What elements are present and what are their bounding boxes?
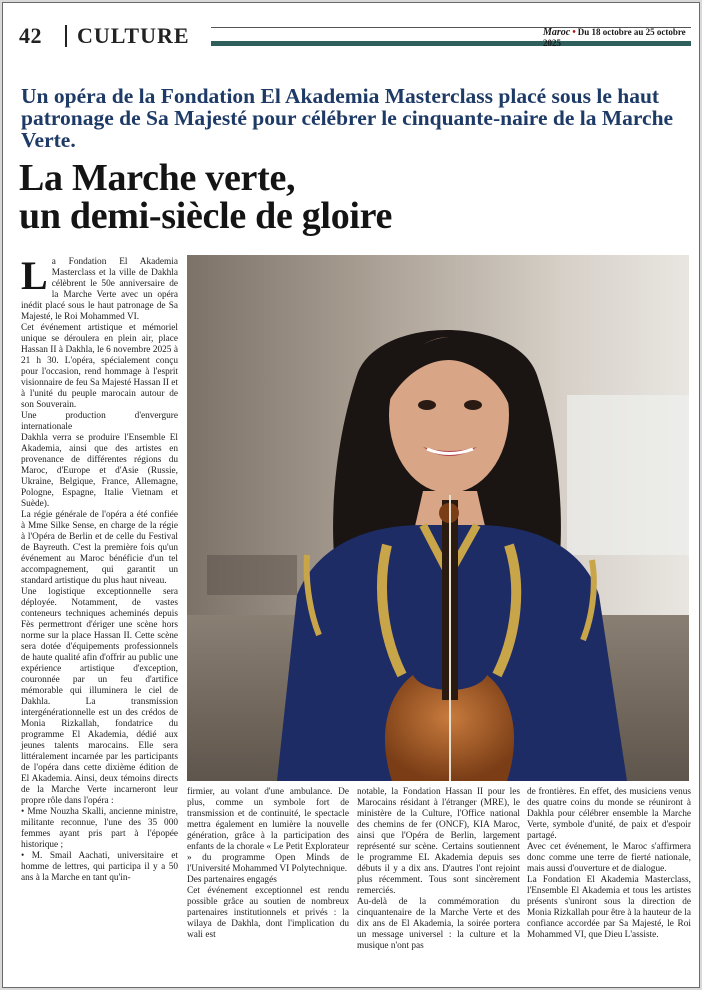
paragraph: a Fondation El Akademia Masterclass et la ville de Dakhla célèbrent le 50e anniversaire de la Marche Verte avec un opéra inédit placé sous le haut patronage de Sa Majesté, le Roi Mohammed VI. [21,257,178,322]
paragraph: de frontières. En effet, des musiciens venus des quatre coins du monde se réuniront à Dakhla pour célébrer ensemble la Marche Verte, symbole d'unité, de paix et d'espoir partagé. [527,787,691,841]
article-column-4 [527,787,691,941]
article-column-3 [357,787,520,952]
paragraph: Dakhla verra se produire l'Ensemble El Akademia, ainsi que des artistes en provenance de différentes régions du Maroc, d'Europe et d'Asie (Russie, Ukraine, Belgique, France, Allemagne, Pologne, Espagne, Italie Vietnam et Suède). [21,433,178,509]
violinist-photo [187,255,689,781]
dropcap: L [21,253,48,298]
bullet-item: • M. Smail Aachati, universitaire et homme de lettres, qui participa il y a 50 ans à la Marche en tant qu'in- [21,851,178,883]
subheading: Des partenaires engagés [187,875,277,885]
masthead: Maroc • Du 18 octobre au 25 octobre 2025 [543,27,686,48]
paragraph: Une logistique exceptionnelle sera déployée. Notamment, de vastes conteneurs techniques acheminés depuis Fès permettront d'ériger une scène hors norme sur la place Hassan II. Cette scène sera dotée d'équipements professionnels de haute qualité afin d'offrir au public une expérience artistique d'exception, couronnée par un feu d'artifice mémorable qui illuminera le ciel de Dakhla. La transmission intergénérationnelle est un des crédos de Monia Rizkallah, fondatrice du programme El Akademia, dédié aux jeunes talents marocains. Elle sera littéralement incarnée par les participants de l'opéra dans cette dixième édition de El Akademia. Ainsi, deux témoins directs de la Marche Verte incarneront leur propre rôle dans l'opéra : [21,587,178,806]
section-title: CULTURE [77,23,190,48]
paragraph: firmier, au volant d'une ambulance. De plus, comme un symbole fort de transmission et de continuité, le spectacle mettra également en lumière la nouvelle génération, grâce à la participation des enfants de la chorale « Le Petit Explorateur » du programme Open Minds de l'Université Mohammed VI Polytechnique. [187,787,349,874]
newspaper-page [2,2,700,988]
headline-line-1: La Marche verte, [19,157,296,199]
issue-date: Du 18 octobre au 25 octobre 2025 [543,27,686,48]
article-headline [19,159,689,235]
paragraph: La Fondation El Akademia Masterclass, l'Ensemble El Akademia et tous les artistes présents s'uniront sous la direction de Monia Rizkallah pour être à la hauteur de la confiance accordée par Sa Majesté, le Roi Mohammed VI, que Dieu L'assiste. [527,875,691,940]
paragraph: notable, la Fondation Hassan II pour les Marocains résidant à l'étranger (MRE), le ministère de la Culture, l'Office national des chemins de fer (ONCF), KIA Maroc, ainsi que l'Opéra de Berlin, largement représenté sur scène. Certains soutiennent le programme EL Akademia depuis ses débuts il y a dix ans. D'autres l'ont rejoint plus récemment. Tous sont sincèrement remerciés. [357,787,520,896]
paragraph: La régie générale de l'opéra a été confiée à Mme Silke Sense, en charge de la régie à l'Opéra de Berlin et de celle du Festival de Bayreuth. C'est la première fois qu'un événement au Maroc bénéficie d'un tel accompagnement, qui garantit un standard artistique du plus haut niveau. [21,510,178,586]
page-header [15,23,691,49]
paragraph: Au-delà de la commémoration du cinquantenaire de la Marche Verte et des dix ans de El Akademia, la soirée portera un message universel : la culture et la musique n'ont pas [357,897,520,951]
headline-line-2: un demi-siècle de gloire [19,195,393,237]
paragraph: Cet événement artistique et mémoriel unique se déroulera en plein air, place Hassan II à Dakhla, le 6 novembre 2025 à 21 h 30. L'opéra, spécialement conçu pour l'occasion, rend hommage à l'esprit visionnaire de feu Sa Majesté Hassan II et à l'unité du peuple marocain autour de son Souverain. [21,323,178,410]
page-number: 42 [19,23,42,48]
article-column-2 [187,787,349,941]
header-divider [65,25,67,47]
paragraph: Cet événement exceptionnel est rendu possible grâce au soutien de nombreux partenaires institutionnels et privés : la wilaya de Dakhla, dont l'implication du wali est [187,886,349,940]
bullet-item: • Mme Nouzha Skalli, ancienne ministre, militante reconnue, l'une des 35 000 femmes ayant pris part à l'épopée historique ; [21,807,178,850]
masthead-logo: Maroc [543,27,571,38]
subheading: Une production d'envergure internationale [21,411,178,432]
article-kicker: Un opéra de la Fondation El Akademia Masterclass placé sous le haut patronage de Sa Majesté pour célébrer le cinquante-naire de la Marche Verte. [21,84,674,152]
article-column-1 [21,253,178,884]
paragraph: Avec cet événement, le Maroc s'affirmera donc comme une terre de fierté nationale, mais aussi d'ouverture et de dialogue. [527,842,691,874]
